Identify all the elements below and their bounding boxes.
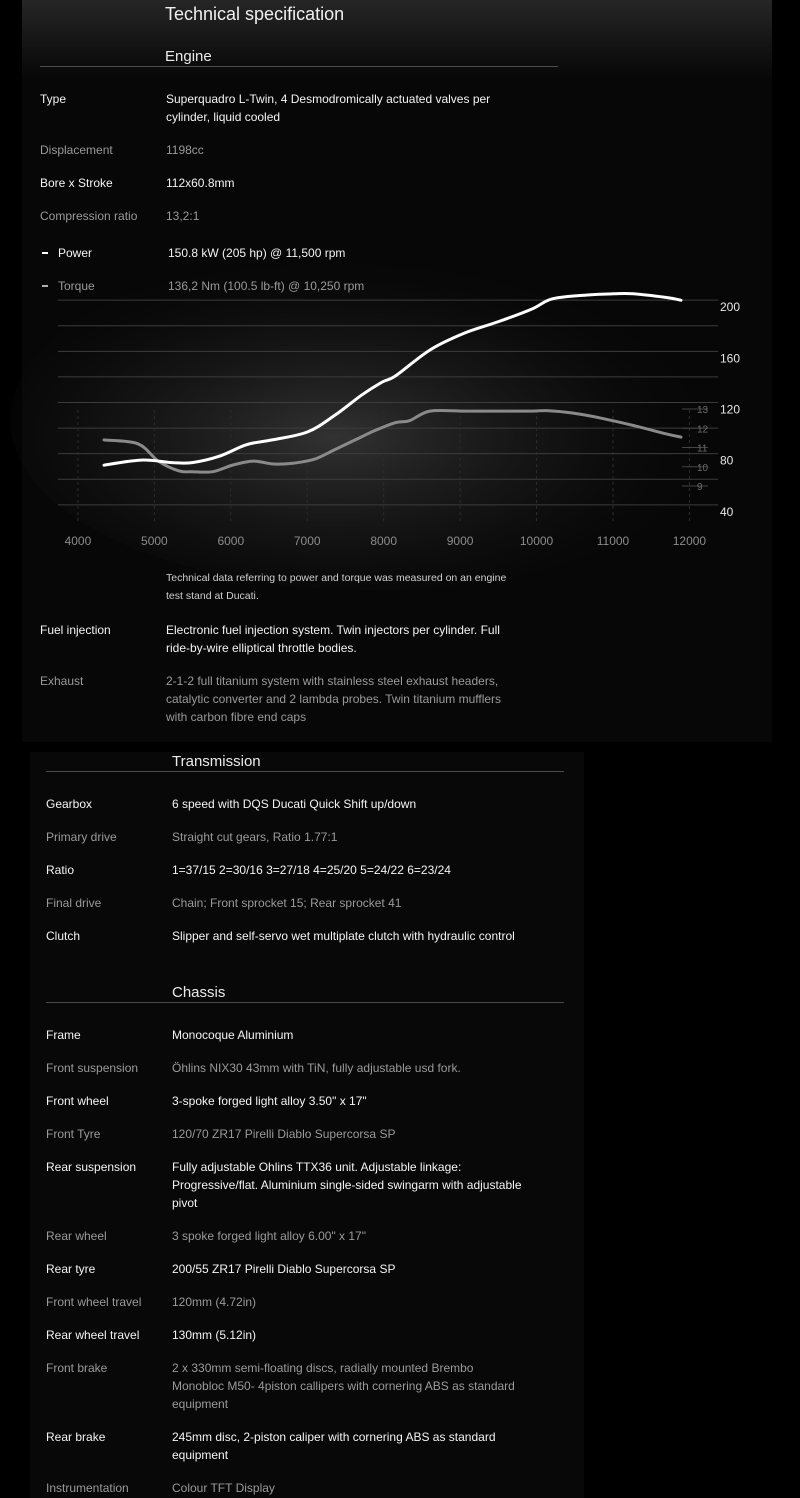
y-tick-label: 40 <box>720 504 734 519</box>
x-tick-label: 6000 <box>217 534 245 548</box>
spec-value-type-line-2: cylinder, liquid cooled <box>166 110 281 124</box>
spec-label-rear-brake: Rear brake <box>46 1430 106 1444</box>
spec-value-bore-x-stroke: 112x60.8mm <box>166 176 235 190</box>
spec-label-front-brake: Front brake <box>46 1361 108 1375</box>
spec-label-bore-x-stroke: Bore x Stroke <box>40 176 113 190</box>
x-tick-label: 9000 <box>446 534 474 548</box>
y2-tick-label: 10 <box>697 462 709 474</box>
spec-label-frame: Frame <box>46 1028 81 1042</box>
y-tick-label: 120 <box>720 402 741 417</box>
spec-value-frame: Monocoque Aluminium <box>172 1028 294 1042</box>
spec-value-front-brake-line-1: 2 x 330mm semi-floating discs, radially mounted Brembo <box>172 1361 474 1375</box>
y2-tick-label: 12 <box>697 424 709 436</box>
y-tick-label: 200 <box>720 300 741 315</box>
spec-label-exhaust: Exhaust <box>40 674 84 688</box>
spec-value-clutch: Slipper and self-servo wet multiplate clutch with hydraulic control <box>172 929 515 943</box>
spec-value-front-brake-line-2: Monobloc M50- 4piston callipers with cornering ABS as standard <box>172 1379 515 1393</box>
spec-label-rear-tyre: Rear tyre <box>46 1262 96 1276</box>
spec-value-gearbox: 6 speed with DQS Ducati Quick Shift up/down <box>172 797 417 811</box>
power-legend-swatch <box>42 252 48 254</box>
chart-x-axis <box>65 534 707 548</box>
spec-value-final-drive: Chain; Front sprocket 15; Rear sprocket 41 <box>172 896 402 910</box>
torque-label: Torque <box>58 279 95 293</box>
spec-value-front-wheel: 3-spoke forged light alloy 3.50" x 17" <box>172 1094 367 1108</box>
torque-value: 136,2 Nm (100.5 lb-ft) @ 10,250 rpm <box>168 279 365 293</box>
spec-value-front-wheel-travel: 120mm (4.72in) <box>172 1295 257 1309</box>
x-tick-label: 4000 <box>64 534 92 548</box>
spec-label-front-wheel-travel: Front wheel travel <box>46 1295 142 1309</box>
spec-value-fuel-injection-line-2: ride-by-wire elliptical throttle bodies. <box>166 641 357 655</box>
y2-tick-label: 9 <box>697 482 703 493</box>
spec-value-fuel-injection-line-1: Electronic fuel injection system. Twin injectors per cylinder. Full <box>166 623 500 637</box>
spec-label-primary-drive: Primary drive <box>46 830 117 844</box>
chassis-section-title: Chassis <box>172 984 226 1001</box>
spec-label-front-wheel: Front wheel <box>46 1094 109 1108</box>
torque-legend-swatch <box>42 285 48 287</box>
spec-value-rear-suspension-line-2: Progressive/flat. Aluminium single-sided swingarm with adjustable <box>172 1178 522 1192</box>
spec-value-instrumentation: Colour TFT Display <box>172 1481 275 1495</box>
spec-label-rear-wheel: Rear wheel <box>46 1229 107 1243</box>
spec-value-ratio: 1=37/15 2=30/16 3=27/18 4=25/20 5=24/22 6=23/24 <box>172 863 451 877</box>
spec-label-front-tyre: Front Tyre <box>46 1127 101 1141</box>
engine-section-title: Engine <box>165 48 212 65</box>
spec-label-fuel-injection: Fuel injection <box>40 623 111 637</box>
spec-value-type-line-1: Superquadro L-Twin, 4 Desmodromically actuated valves per <box>166 92 491 106</box>
x-tick-label: 7000 <box>293 534 321 548</box>
spec-value-rear-wheel: 3 spoke forged light alloy 6.00" x 17" <box>172 1229 366 1243</box>
spec-value-rear-tyre: 200/55 ZR17 Pirelli Diablo Supercorsa SP <box>172 1262 396 1276</box>
spec-value-rear-brake-line-1: 245mm disc, 2-piston caliper with cornering ABS as standard <box>172 1430 496 1444</box>
spec-value-exhaust-line-2: catalytic converter and 2 lambda probes. Twin titanium mufflers <box>166 692 502 706</box>
spec-label-ratio: Ratio <box>46 863 75 877</box>
spec-value-rear-suspension-line-1: Fully adjustable Ohlins TTX36 unit. Adjustable linkage: <box>172 1160 462 1174</box>
spec-value-compression-ratio: 13,2:1 <box>166 209 200 223</box>
spec-value-rear-suspension-line-3: pivot <box>172 1196 198 1210</box>
spec-value-primary-drive: Straight cut gears, Ratio 1.77:1 <box>172 830 338 844</box>
chart-note-line-2: test stand at Ducati. <box>166 590 259 602</box>
spec-label-final-drive: Final drive <box>46 896 102 910</box>
spec-value-front-tyre: 120/70 ZR17 Pirelli Diablo Supercorsa SP <box>172 1127 396 1141</box>
x-tick-label: 12000 <box>672 534 707 548</box>
spec-value-rear-wheel-travel: 130mm (5.12in) <box>172 1328 257 1342</box>
spec-value-displacement: 1198cc <box>166 143 204 157</box>
spec-value-exhaust-line-1: 2-1-2 full titanium system with stainless steel exhaust headers, <box>166 674 499 688</box>
spec-value-front-brake-line-3: equipment <box>172 1397 229 1411</box>
chart-note-line-1: Technical data referring to power and torque was measured on an engine <box>166 572 507 584</box>
chassis-section-rule <box>46 1002 564 1003</box>
y-tick-label: 80 <box>720 453 734 468</box>
transmission-section-title: Transmission <box>172 753 261 770</box>
y2-tick-label: 11 <box>697 443 708 455</box>
spec-label-rear-wheel-travel: Rear wheel travel <box>46 1328 140 1342</box>
chart-y-axis <box>720 300 740 519</box>
spec-label-type: Type <box>40 92 67 106</box>
y-tick-label: 160 <box>720 351 741 366</box>
power-value: 150.8 kW (205 hp) @ 11,500 rpm <box>168 246 346 260</box>
power-label: Power <box>58 246 93 260</box>
spec-label-instrumentation: Instrumentation <box>46 1481 129 1495</box>
spec-label-clutch: Clutch <box>46 929 81 943</box>
spec-label-compression-ratio: Compression ratio <box>40 209 138 223</box>
spec-value-rear-brake-line-2: equipment <box>172 1448 229 1462</box>
x-tick-label: 10000 <box>519 534 554 548</box>
page-title: Technical specification <box>165 4 345 24</box>
transmission-section-rule <box>46 771 564 772</box>
power-torque-chart <box>0 0 800 600</box>
x-tick-label: 5000 <box>141 534 168 548</box>
spec-label-front-suspension: Front suspension <box>46 1061 139 1075</box>
spec-label-rear-suspension: Rear suspension <box>46 1160 137 1174</box>
spec-value-front-suspension: Öhlins NIX30 43mm with TiN, fully adjustable usd fork. <box>172 1061 461 1075</box>
spec-label-gearbox: Gearbox <box>46 797 93 811</box>
spec-value-exhaust-line-3: with carbon fibre end caps <box>166 710 307 724</box>
x-tick-label: 11000 <box>596 534 630 548</box>
spec-label-displacement: Displacement <box>40 143 113 157</box>
y2-tick-label: 13 <box>697 405 709 416</box>
x-tick-label: 8000 <box>370 534 398 548</box>
